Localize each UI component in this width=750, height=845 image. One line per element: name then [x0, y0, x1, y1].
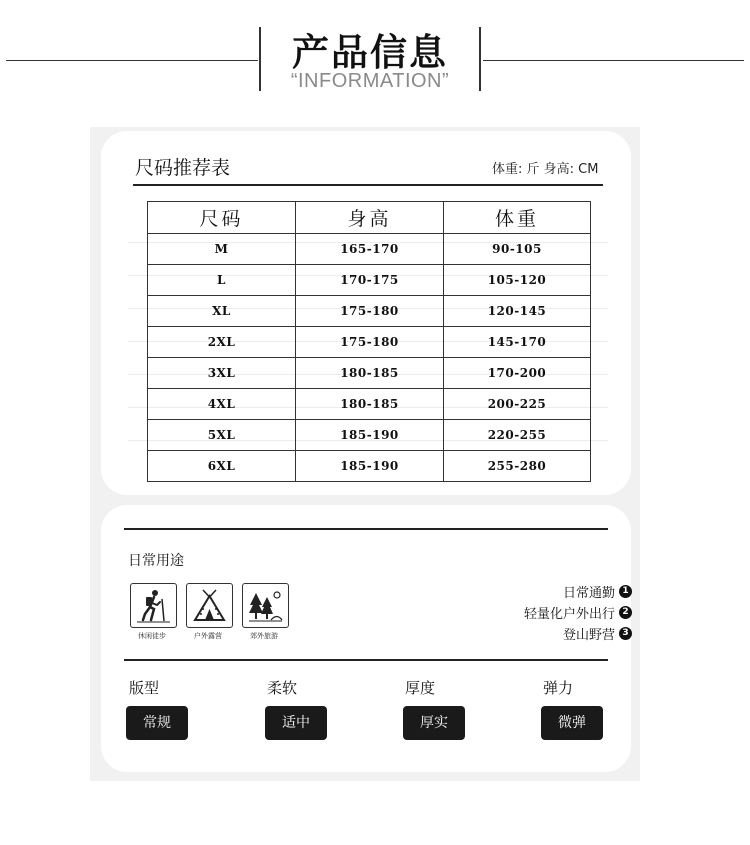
- usage-title: 日常用途: [128, 553, 184, 569]
- size-chart-unit-note: 体重: 斤 身高: CM: [492, 162, 599, 177]
- height-cell: 165-170: [296, 234, 444, 265]
- table-header-row: [148, 202, 591, 234]
- hiker-icon: [130, 583, 177, 628]
- attr-label-softness: 柔软: [267, 679, 298, 697]
- page-title: 产品信息: [292, 31, 448, 74]
- tent-icon: [186, 583, 233, 628]
- table-row: [148, 420, 591, 451]
- weight-cell: 220-255: [444, 420, 591, 451]
- table-row: [148, 327, 591, 358]
- usage-item-label: 日常通勤: [562, 586, 615, 601]
- size-table: [147, 201, 591, 482]
- hiker-caption: 休闲徒步: [138, 632, 166, 640]
- height-cell: 185-190: [296, 451, 444, 482]
- usage-item-number: 2: [619, 606, 632, 619]
- forest-caption: 郊外旅游: [250, 632, 278, 640]
- size-cell: 6XL: [148, 451, 296, 482]
- size-cell: 2XL: [148, 327, 296, 358]
- height-cell: 180-185: [296, 389, 444, 420]
- height-cell: 175-180: [296, 296, 444, 327]
- attr-label-fit: 版型: [129, 679, 160, 697]
- weight-cell: 170-200: [444, 358, 591, 389]
- attr-label-elasticity: 弹力: [543, 679, 574, 697]
- size-chart-title: 尺码推荐表: [135, 157, 231, 179]
- page-subtitle: “INFORMATION”: [290, 70, 450, 92]
- attr-value-fit: 常规: [126, 706, 188, 740]
- weight-cell: 120-145: [444, 296, 591, 327]
- header-bar-left: [259, 27, 261, 91]
- size-cell: XL: [148, 296, 296, 327]
- size-cell: 3XL: [148, 358, 296, 389]
- table-row: [148, 265, 591, 296]
- height-cell: 180-185: [296, 358, 444, 389]
- table-row: [148, 451, 591, 482]
- weight-cell: 255-280: [444, 451, 591, 482]
- attr-label-thickness: 厚度: [405, 679, 436, 697]
- usage-item: [563, 624, 632, 643]
- forest-icon: [242, 583, 289, 628]
- usage-top-rule: [124, 528, 608, 530]
- table-row: [148, 389, 591, 420]
- header-rule-right: [483, 60, 744, 61]
- usage-item-number: 1: [619, 585, 632, 598]
- usage-item: [524, 603, 632, 622]
- table-row: [148, 296, 591, 327]
- size-cell: M: [148, 234, 296, 265]
- weight-cell: 145-170: [444, 327, 591, 358]
- column-header-size: 尺码: [148, 202, 296, 234]
- weight-cell: 90-105: [444, 234, 591, 265]
- usage-item-label: 登山野营: [562, 628, 615, 643]
- table-row: [148, 358, 591, 389]
- size-cell: 4XL: [148, 389, 296, 420]
- attr-value-thickness: 厚实: [403, 706, 465, 740]
- usage-item: [563, 582, 632, 601]
- attr-value-elasticity: 微弹: [541, 706, 603, 740]
- header-rule-left: [6, 60, 258, 61]
- attr-value-softness: 适中: [265, 706, 327, 740]
- height-cell: 175-180: [296, 327, 444, 358]
- header-bar-right: [479, 27, 481, 91]
- attributes-rule: [124, 659, 608, 661]
- weight-cell: 200-225: [444, 389, 591, 420]
- size-chart-rule: [133, 184, 603, 186]
- height-cell: 170-175: [296, 265, 444, 296]
- tent-caption: 户外露营: [194, 632, 222, 640]
- column-header-weight: 体重: [444, 202, 591, 234]
- height-cell: 185-190: [296, 420, 444, 451]
- usage-item-label: 轻量化户外出行: [523, 607, 615, 622]
- column-header-height: 身高: [296, 202, 444, 234]
- size-cell: 5XL: [148, 420, 296, 451]
- size-cell: L: [148, 265, 296, 296]
- table-row: [148, 234, 591, 265]
- weight-cell: 105-120: [444, 265, 591, 296]
- usage-item-number: 3: [619, 627, 632, 640]
